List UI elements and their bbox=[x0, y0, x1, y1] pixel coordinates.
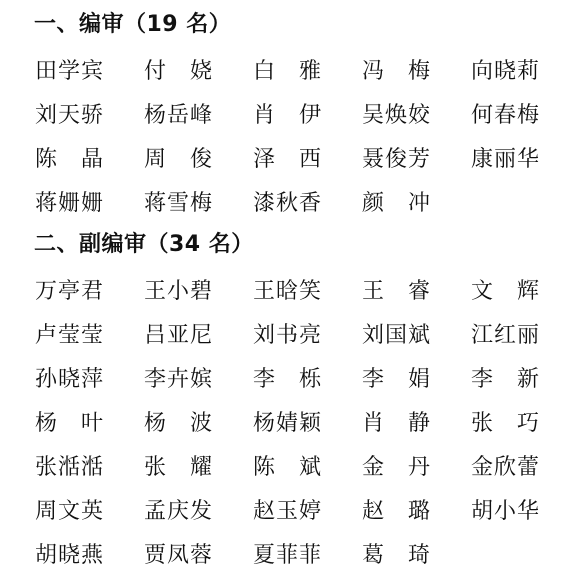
name-entry: 赵 璐 bbox=[362, 499, 430, 524]
name-entry: 李 娟 bbox=[362, 367, 430, 392]
name-entry: 胡晓燕 bbox=[35, 543, 103, 568]
associate-editors-name-list bbox=[35, 275, 577, 583]
name-entry: 杨婧颖 bbox=[253, 411, 321, 436]
name-entry: 周 俊 bbox=[144, 147, 212, 172]
name-entry: 吴焕姣 bbox=[362, 103, 430, 128]
name-entry: 金 丹 bbox=[362, 455, 430, 480]
name-entry: 李卉嫔 bbox=[144, 367, 212, 392]
section-heading-associate-editors: 二、副编审（34 名） bbox=[34, 232, 254, 257]
name-entry: 刘国斌 bbox=[362, 323, 430, 348]
name-entry: 向晓莉 bbox=[471, 59, 539, 84]
name-entry: 万亭君 bbox=[35, 279, 103, 304]
name-entry: 杨岳峰 bbox=[144, 103, 212, 128]
name-entry: 王小碧 bbox=[144, 279, 212, 304]
name-entry: 付 娆 bbox=[144, 59, 212, 84]
name-entry: 肖 伊 bbox=[253, 103, 321, 128]
name-entry: 李 栎 bbox=[253, 367, 321, 392]
name-entry: 孟庆发 bbox=[144, 499, 212, 524]
section-heading-editors: 一、编审（19 名） bbox=[34, 12, 232, 37]
name-entry: 陈 晶 bbox=[35, 147, 103, 172]
name-entry: 蒋雪梅 bbox=[144, 191, 212, 216]
name-entry: 陈 斌 bbox=[253, 455, 321, 480]
name-entry: 田学宾 bbox=[35, 59, 103, 84]
name-entry: 文 辉 bbox=[471, 279, 539, 304]
name-entry: 赵玉婷 bbox=[253, 499, 321, 524]
name-entry: 葛 琦 bbox=[362, 543, 430, 568]
name-entry: 李 新 bbox=[471, 367, 539, 392]
name-entry: 肖 静 bbox=[362, 411, 430, 436]
name-entry: 吕亚尼 bbox=[144, 323, 212, 348]
name-entry: 张 巧 bbox=[471, 411, 539, 436]
name-entry: 康丽华 bbox=[471, 147, 539, 172]
name-entry: 贾凤蓉 bbox=[144, 543, 212, 568]
name-entry: 张 耀 bbox=[144, 455, 212, 480]
name-entry: 张湉湉 bbox=[35, 455, 103, 480]
name-entry: 王 睿 bbox=[362, 279, 430, 304]
name-entry: 卢莹莹 bbox=[35, 323, 103, 348]
name-entry: 金欣蕾 bbox=[471, 455, 539, 480]
name-entry: 胡小华 bbox=[471, 499, 539, 524]
editors-name-list bbox=[35, 55, 577, 231]
name-entry: 泽 西 bbox=[253, 147, 321, 172]
name-entry: 周文英 bbox=[35, 499, 103, 524]
name-entry: 白 雅 bbox=[253, 59, 321, 84]
name-entry: 王晗笑 bbox=[253, 279, 321, 304]
name-entry: 颜 冲 bbox=[362, 191, 430, 216]
name-entry: 刘书亮 bbox=[253, 323, 321, 348]
name-entry: 冯 梅 bbox=[362, 59, 430, 84]
name-entry: 聂俊芳 bbox=[362, 147, 430, 172]
name-entry: 江红丽 bbox=[471, 323, 539, 348]
name-entry: 杨 波 bbox=[144, 411, 212, 436]
name-entry: 杨 叶 bbox=[35, 411, 103, 436]
name-entry: 夏菲菲 bbox=[253, 543, 321, 568]
name-entry: 蒋姗姗 bbox=[35, 191, 103, 216]
name-entry: 何春梅 bbox=[471, 103, 539, 128]
name-entry: 孙晓萍 bbox=[35, 367, 103, 392]
name-entry: 刘天骄 bbox=[35, 103, 103, 128]
name-entry: 漆秋香 bbox=[253, 191, 321, 216]
